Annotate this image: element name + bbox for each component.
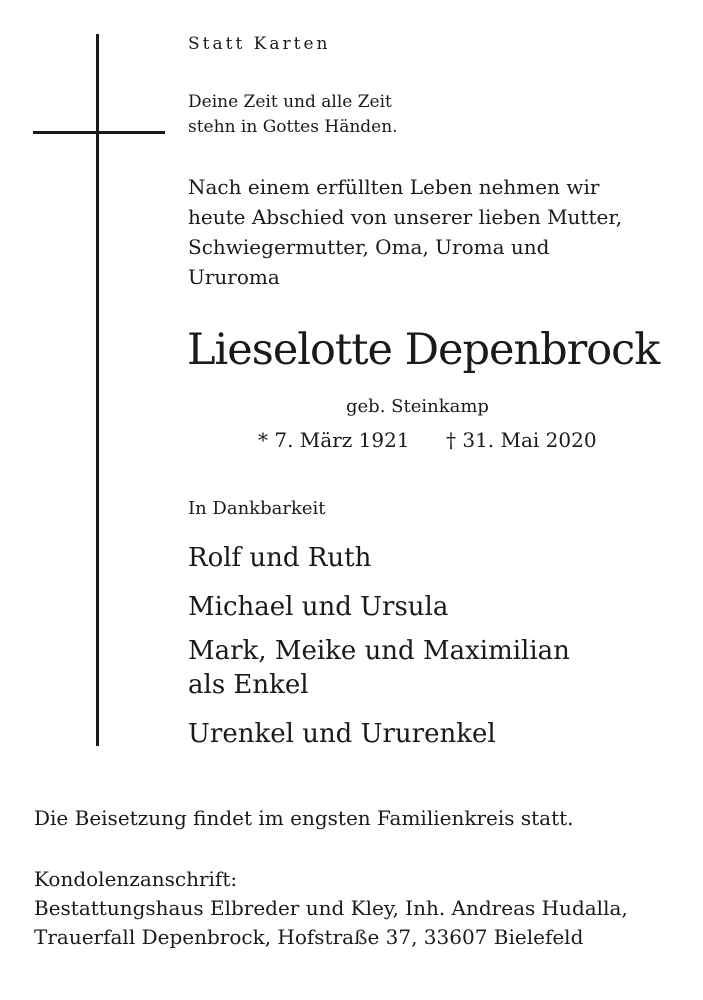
family-line: als Enkel	[188, 670, 309, 700]
family-line: Mark, Meike und Maximilian	[188, 636, 570, 666]
maiden-name: geb. Steinkamp	[346, 396, 489, 417]
condolence-line: Kondolenzanschrift:	[34, 867, 238, 891]
birth-date: * 7. März 1921	[258, 428, 410, 452]
intro-line: Nach einem erfüllten Leben nehmen wir	[188, 175, 600, 199]
motto-line: stehn in Gottes Händen.	[188, 117, 398, 137]
death-date: † 31. Mai 2020	[446, 428, 597, 452]
cross-vertical-bar	[96, 34, 99, 746]
intro-line: heute Abschied von unserer lieben Mutter,	[188, 205, 623, 229]
notice-header: Statt Karten	[188, 34, 331, 54]
family-entry: Michael und Ursula	[188, 592, 449, 622]
thanks-line: In Dankbarkeit	[188, 498, 326, 519]
family-entry-grandchildren	[188, 634, 570, 702]
bible-motto	[188, 90, 398, 140]
family-entry: Rolf und Ruth	[188, 543, 372, 573]
condolence-address	[34, 865, 628, 952]
burial-note: Die Beisetzung findet im engsten Familienkreis statt.	[34, 806, 574, 830]
intro-text	[188, 172, 622, 292]
deceased-name: Lieselotte Depenbrock	[187, 325, 660, 375]
motto-line: Deine Zeit und alle Zeit	[188, 92, 392, 112]
condolence-line: Trauerfall Depenbrock, Hofstraße 37, 33607 Bielefeld	[34, 925, 584, 949]
intro-line: Schwiegermutter, Oma, Uroma und	[188, 235, 550, 259]
cross-horizontal-bar	[33, 131, 165, 134]
intro-line: Ururoma	[188, 265, 280, 289]
condolence-line: Bestattungshaus Elbreder und Kley, Inh. Andreas Hudalla,	[34, 896, 628, 920]
family-entry: Urenkel und Ururenkel	[188, 719, 496, 749]
